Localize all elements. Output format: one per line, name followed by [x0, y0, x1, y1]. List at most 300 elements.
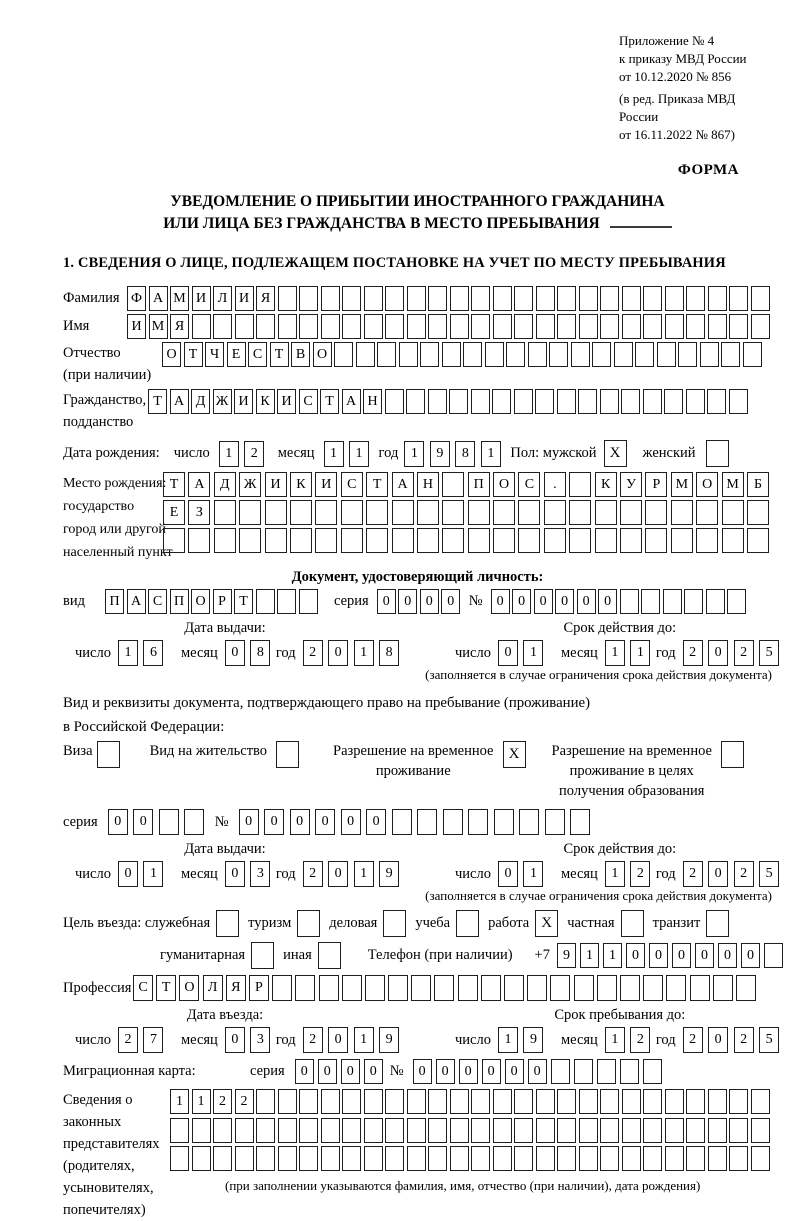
char-cell[interactable] [334, 342, 353, 367]
char-cell[interactable] [493, 314, 512, 339]
char-cell[interactable] [321, 1146, 340, 1171]
char-cell[interactable] [600, 1089, 619, 1114]
checkbox-cell[interactable] [621, 910, 644, 937]
char-cell[interactable]: 0 [225, 861, 245, 887]
char-cell[interactable]: 0 [505, 1059, 524, 1084]
char-cell[interactable] [235, 314, 254, 339]
char-cell[interactable] [256, 589, 275, 614]
char-cell[interactable]: 0 [498, 640, 518, 666]
char-cell[interactable] [518, 528, 540, 553]
char-cell[interactable] [713, 975, 733, 1001]
char-cell[interactable] [321, 1118, 340, 1143]
char-cell[interactable] [463, 342, 482, 367]
char-cell[interactable]: Л [213, 286, 232, 311]
char-cell[interactable] [278, 1146, 297, 1171]
char-cell[interactable]: А [149, 286, 168, 311]
char-cell[interactable] [321, 1089, 340, 1114]
char-cell[interactable] [645, 528, 667, 553]
char-cell[interactable]: 3 [250, 1027, 270, 1053]
char-cell[interactable] [319, 975, 339, 1001]
char-cell[interactable] [536, 1146, 555, 1171]
char-cell[interactable] [518, 500, 540, 525]
char-cell[interactable] [708, 314, 727, 339]
char-cell[interactable]: О [179, 975, 199, 1001]
char-cell[interactable] [686, 314, 705, 339]
char-cell[interactable]: 1 [118, 640, 138, 666]
char-cell[interactable] [159, 809, 179, 835]
char-cell[interactable] [290, 528, 312, 553]
char-cell[interactable] [579, 1146, 598, 1171]
char-cell[interactable] [600, 1146, 619, 1171]
char-cell[interactable] [665, 1118, 684, 1143]
char-cell[interactable] [751, 314, 770, 339]
char-cell[interactable] [535, 389, 554, 414]
char-cell[interactable]: 9 [523, 1027, 543, 1053]
char-cell[interactable] [678, 342, 697, 367]
char-cell[interactable] [686, 1089, 705, 1114]
char-cell[interactable] [597, 975, 617, 1001]
char-cell[interactable]: О [313, 342, 332, 367]
char-cell[interactable] [468, 500, 490, 525]
char-cell[interactable]: З [188, 500, 210, 525]
char-cell[interactable]: 0 [649, 943, 668, 968]
char-cell[interactable] [471, 389, 490, 414]
char-cell[interactable]: 1 [605, 640, 625, 666]
char-cell[interactable]: 2 [630, 1027, 650, 1053]
char-cell[interactable]: 1 [605, 1027, 625, 1053]
char-cell[interactable] [299, 1146, 318, 1171]
char-cell[interactable] [736, 975, 756, 1001]
char-cell[interactable] [493, 1146, 512, 1171]
char-cell[interactable]: Я [170, 314, 189, 339]
char-cell[interactable] [514, 1146, 533, 1171]
char-cell[interactable] [442, 342, 461, 367]
char-cell[interactable] [449, 389, 468, 414]
char-cell[interactable]: 0 [377, 589, 396, 614]
char-cell[interactable]: 0 [264, 809, 284, 835]
char-cell[interactable] [188, 528, 210, 553]
char-cell[interactable] [428, 286, 447, 311]
char-cell[interactable] [620, 975, 640, 1001]
char-cell[interactable] [600, 389, 619, 414]
char-cell[interactable]: 2 [303, 861, 323, 887]
char-cell[interactable]: 0 [459, 1059, 478, 1084]
char-cell[interactable] [620, 500, 642, 525]
char-cell[interactable] [570, 809, 590, 835]
char-cell[interactable] [536, 286, 555, 311]
char-cell[interactable] [184, 809, 204, 835]
char-cell[interactable] [519, 809, 539, 835]
char-cell[interactable] [494, 809, 514, 835]
char-cell[interactable] [420, 342, 439, 367]
char-cell[interactable] [450, 314, 469, 339]
char-cell[interactable] [468, 809, 488, 835]
char-cell[interactable]: С [341, 472, 363, 497]
char-cell[interactable] [214, 500, 236, 525]
char-cell[interactable] [544, 500, 566, 525]
char-cell[interactable] [665, 1089, 684, 1114]
char-cell[interactable] [686, 286, 705, 311]
char-cell[interactable] [729, 314, 748, 339]
char-cell[interactable] [278, 286, 297, 311]
char-cell[interactable]: 7 [143, 1027, 163, 1053]
char-cell[interactable] [299, 314, 318, 339]
char-cell[interactable] [471, 1146, 490, 1171]
char-cell[interactable] [235, 1146, 254, 1171]
char-cell[interactable] [595, 500, 617, 525]
char-cell[interactable] [751, 1089, 770, 1114]
char-cell[interactable] [342, 314, 361, 339]
char-cell[interactable] [256, 314, 275, 339]
checkbox-cell[interactable] [251, 942, 274, 969]
checkbox-cell[interactable] [216, 910, 239, 937]
char-cell[interactable] [528, 342, 547, 367]
char-cell[interactable] [514, 286, 533, 311]
char-cell[interactable] [708, 1089, 727, 1114]
char-cell[interactable] [696, 528, 718, 553]
char-cell[interactable]: 0 [318, 1059, 337, 1084]
char-cell[interactable]: 1 [170, 1089, 189, 1114]
char-cell[interactable]: С [518, 472, 540, 497]
char-cell[interactable] [641, 589, 660, 614]
char-cell[interactable] [595, 528, 617, 553]
char-cell[interactable] [493, 1118, 512, 1143]
char-cell[interactable] [256, 1089, 275, 1114]
char-cell[interactable] [417, 528, 439, 553]
char-cell[interactable]: 0 [118, 861, 138, 887]
char-cell[interactable] [557, 314, 576, 339]
char-cell[interactable] [569, 472, 591, 497]
char-cell[interactable]: 1 [498, 1027, 518, 1053]
char-cell[interactable]: 1 [349, 441, 369, 467]
char-cell[interactable]: 1 [523, 640, 543, 666]
char-cell[interactable] [450, 1146, 469, 1171]
char-cell[interactable]: 0 [534, 589, 553, 614]
char-cell[interactable]: 2 [303, 640, 323, 666]
char-cell[interactable] [485, 342, 504, 367]
char-cell[interactable] [729, 286, 748, 311]
char-cell[interactable]: К [290, 472, 312, 497]
char-cell[interactable]: 0 [626, 943, 645, 968]
char-cell[interactable]: Б [747, 472, 769, 497]
checkbox-cell[interactable] [706, 910, 729, 937]
char-cell[interactable] [364, 1118, 383, 1143]
char-cell[interactable] [342, 1089, 361, 1114]
char-cell[interactable]: . [544, 472, 566, 497]
char-cell[interactable]: 9 [430, 441, 450, 467]
char-cell[interactable]: 2 [683, 640, 703, 666]
char-cell[interactable]: 9 [379, 1027, 399, 1053]
char-cell[interactable] [600, 286, 619, 311]
char-cell[interactable]: 3 [250, 861, 270, 887]
char-cell[interactable]: 0 [290, 809, 310, 835]
char-cell[interactable]: 0 [708, 640, 728, 666]
char-cell[interactable] [428, 1089, 447, 1114]
char-cell[interactable] [643, 314, 662, 339]
checkbox-cell[interactable]: X [503, 741, 526, 768]
char-cell[interactable]: Е [163, 500, 185, 525]
char-cell[interactable]: Т [163, 472, 185, 497]
char-cell[interactable] [321, 286, 340, 311]
char-cell[interactable] [170, 1146, 189, 1171]
char-cell[interactable] [751, 1118, 770, 1143]
char-cell[interactable]: Р [645, 472, 667, 497]
char-cell[interactable] [751, 1146, 770, 1171]
char-cell[interactable] [643, 1089, 662, 1114]
char-cell[interactable]: 6 [143, 640, 163, 666]
char-cell[interactable] [579, 1089, 598, 1114]
char-cell[interactable] [557, 1118, 576, 1143]
char-cell[interactable]: 1 [603, 943, 622, 968]
char-cell[interactable] [557, 389, 576, 414]
char-cell[interactable] [747, 500, 769, 525]
char-cell[interactable]: Д [214, 472, 236, 497]
char-cell[interactable] [536, 1089, 555, 1114]
char-cell[interactable]: 2 [244, 441, 264, 467]
char-cell[interactable]: Т [234, 589, 253, 614]
char-cell[interactable]: О [191, 589, 210, 614]
char-cell[interactable]: 2 [235, 1089, 254, 1114]
char-cell[interactable] [278, 1089, 297, 1114]
char-cell[interactable] [272, 975, 292, 1001]
char-cell[interactable]: И [235, 286, 254, 311]
char-cell[interactable]: А [170, 389, 189, 414]
char-cell[interactable]: 0 [718, 943, 737, 968]
char-cell[interactable] [600, 314, 619, 339]
char-cell[interactable] [315, 500, 337, 525]
checkbox-cell[interactable] [706, 440, 729, 467]
char-cell[interactable] [299, 1089, 318, 1114]
char-cell[interactable] [671, 500, 693, 525]
char-cell[interactable] [708, 286, 727, 311]
char-cell[interactable] [729, 1146, 748, 1171]
char-cell[interactable] [342, 1146, 361, 1171]
char-cell[interactable] [544, 528, 566, 553]
char-cell[interactable] [622, 314, 641, 339]
char-cell[interactable] [342, 286, 361, 311]
char-cell[interactable]: 0 [512, 589, 531, 614]
char-cell[interactable]: 0 [498, 861, 518, 887]
char-cell[interactable] [428, 1146, 447, 1171]
char-cell[interactable] [747, 528, 769, 553]
char-cell[interactable] [450, 286, 469, 311]
char-cell[interactable] [493, 1089, 512, 1114]
char-cell[interactable]: Я [256, 286, 275, 311]
char-cell[interactable]: 2 [683, 861, 703, 887]
char-cell[interactable]: 0 [441, 589, 460, 614]
char-cell[interactable] [657, 342, 676, 367]
char-cell[interactable]: Н [417, 472, 439, 497]
char-cell[interactable]: 0 [133, 809, 153, 835]
char-cell[interactable] [686, 389, 705, 414]
char-cell[interactable]: 0 [328, 1027, 348, 1053]
char-cell[interactable] [696, 500, 718, 525]
char-cell[interactable]: 0 [225, 640, 245, 666]
char-cell[interactable]: 0 [708, 861, 728, 887]
char-cell[interactable] [493, 500, 515, 525]
char-cell[interactable]: 0 [341, 1059, 360, 1084]
char-cell[interactable]: С [299, 389, 318, 414]
char-cell[interactable] [256, 1118, 275, 1143]
char-cell[interactable] [536, 314, 555, 339]
char-cell[interactable]: С [248, 342, 267, 367]
char-cell[interactable] [729, 1089, 748, 1114]
char-cell[interactable]: Д [191, 389, 210, 414]
char-cell[interactable] [290, 500, 312, 525]
char-cell[interactable] [620, 1059, 639, 1084]
char-cell[interactable] [557, 1089, 576, 1114]
char-cell[interactable]: 2 [303, 1027, 323, 1053]
char-cell[interactable]: И [192, 286, 211, 311]
char-cell[interactable]: 1 [580, 943, 599, 968]
char-cell[interactable]: 0 [108, 809, 128, 835]
char-cell[interactable]: Р [249, 975, 269, 1001]
char-cell[interactable] [341, 500, 363, 525]
char-cell[interactable]: 5 [759, 640, 779, 666]
char-cell[interactable] [385, 1118, 404, 1143]
char-cell[interactable]: М [671, 472, 693, 497]
char-cell[interactable] [170, 1118, 189, 1143]
char-cell[interactable] [686, 1118, 705, 1143]
char-cell[interactable]: А [188, 472, 210, 497]
char-cell[interactable]: 0 [398, 589, 417, 614]
char-cell[interactable]: 0 [555, 589, 574, 614]
char-cell[interactable] [708, 1146, 727, 1171]
char-cell[interactable] [727, 589, 746, 614]
char-cell[interactable] [504, 975, 524, 1001]
char-cell[interactable] [493, 286, 512, 311]
char-cell[interactable] [579, 314, 598, 339]
char-cell[interactable] [622, 1118, 641, 1143]
char-cell[interactable] [428, 389, 447, 414]
char-cell[interactable]: 2 [213, 1089, 232, 1114]
char-cell[interactable] [635, 342, 654, 367]
char-cell[interactable]: 2 [118, 1027, 138, 1053]
char-cell[interactable] [471, 286, 490, 311]
char-cell[interactable] [407, 1146, 426, 1171]
char-cell[interactable]: К [595, 472, 617, 497]
char-cell[interactable]: 0 [695, 943, 714, 968]
char-cell[interactable] [299, 1118, 318, 1143]
char-cell[interactable] [592, 342, 611, 367]
char-cell[interactable] [663, 589, 682, 614]
char-cell[interactable]: И [234, 389, 253, 414]
char-cell[interactable] [239, 500, 261, 525]
char-cell[interactable] [163, 528, 185, 553]
char-cell[interactable] [213, 1118, 232, 1143]
char-cell[interactable] [385, 314, 404, 339]
char-cell[interactable] [621, 389, 640, 414]
char-cell[interactable]: Е [227, 342, 246, 367]
char-cell[interactable] [428, 314, 447, 339]
char-cell[interactable] [295, 975, 315, 1001]
char-cell[interactable]: М [722, 472, 744, 497]
char-cell[interactable]: Л [203, 975, 223, 1001]
char-cell[interactable] [707, 389, 726, 414]
char-cell[interactable] [549, 342, 568, 367]
char-cell[interactable] [417, 500, 439, 525]
char-cell[interactable] [514, 1118, 533, 1143]
char-cell[interactable] [645, 500, 667, 525]
char-cell[interactable] [192, 1146, 211, 1171]
char-cell[interactable] [407, 314, 426, 339]
checkbox-cell[interactable] [297, 910, 320, 937]
char-cell[interactable] [407, 286, 426, 311]
char-cell[interactable] [342, 1118, 361, 1143]
char-cell[interactable]: 0 [239, 809, 259, 835]
char-cell[interactable] [407, 1089, 426, 1114]
char-cell[interactable]: 9 [379, 861, 399, 887]
char-cell[interactable]: 9 [557, 943, 576, 968]
char-cell[interactable]: Т [156, 975, 176, 1001]
char-cell[interactable] [364, 314, 383, 339]
char-cell[interactable] [643, 1146, 662, 1171]
char-cell[interactable] [385, 389, 404, 414]
char-cell[interactable] [620, 528, 642, 553]
char-cell[interactable] [256, 1146, 275, 1171]
checkbox-cell[interactable] [456, 910, 479, 937]
char-cell[interactable] [399, 342, 418, 367]
char-cell[interactable] [213, 314, 232, 339]
char-cell[interactable] [622, 286, 641, 311]
char-cell[interactable] [545, 809, 565, 835]
char-cell[interactable]: И [127, 314, 146, 339]
char-cell[interactable] [278, 1118, 297, 1143]
char-cell[interactable] [192, 1118, 211, 1143]
char-cell[interactable]: П [170, 589, 189, 614]
char-cell[interactable] [493, 528, 515, 553]
char-cell[interactable] [571, 342, 590, 367]
char-cell[interactable]: К [256, 389, 275, 414]
char-cell[interactable] [392, 528, 414, 553]
checkbox-cell[interactable] [383, 910, 406, 937]
char-cell[interactable]: 1 [630, 640, 650, 666]
char-cell[interactable]: О [162, 342, 181, 367]
char-cell[interactable] [664, 389, 683, 414]
char-cell[interactable] [299, 589, 318, 614]
char-cell[interactable] [471, 314, 490, 339]
char-cell[interactable]: И [315, 472, 337, 497]
char-cell[interactable] [665, 314, 684, 339]
char-cell[interactable]: 0 [420, 589, 439, 614]
checkbox-cell[interactable] [318, 942, 341, 969]
char-cell[interactable] [277, 589, 296, 614]
char-cell[interactable] [442, 472, 464, 497]
char-cell[interactable]: Т [270, 342, 289, 367]
char-cell[interactable] [684, 589, 703, 614]
char-cell[interactable]: 0 [598, 589, 617, 614]
char-cell[interactable] [506, 342, 525, 367]
char-cell[interactable] [643, 286, 662, 311]
char-cell[interactable] [407, 1118, 426, 1143]
char-cell[interactable] [411, 975, 431, 1001]
char-cell[interactable] [706, 589, 725, 614]
char-cell[interactable]: И [277, 389, 296, 414]
char-cell[interactable] [388, 975, 408, 1001]
char-cell[interactable]: Р [213, 589, 232, 614]
char-cell[interactable] [366, 500, 388, 525]
char-cell[interactable] [690, 975, 710, 1001]
char-cell[interactable] [392, 809, 412, 835]
char-cell[interactable] [239, 528, 261, 553]
char-cell[interactable]: 0 [491, 589, 510, 614]
char-cell[interactable] [443, 809, 463, 835]
char-cell[interactable] [514, 1089, 533, 1114]
char-cell[interactable] [708, 1118, 727, 1143]
char-cell[interactable] [721, 342, 740, 367]
char-cell[interactable]: 2 [734, 861, 754, 887]
char-cell[interactable] [214, 528, 236, 553]
